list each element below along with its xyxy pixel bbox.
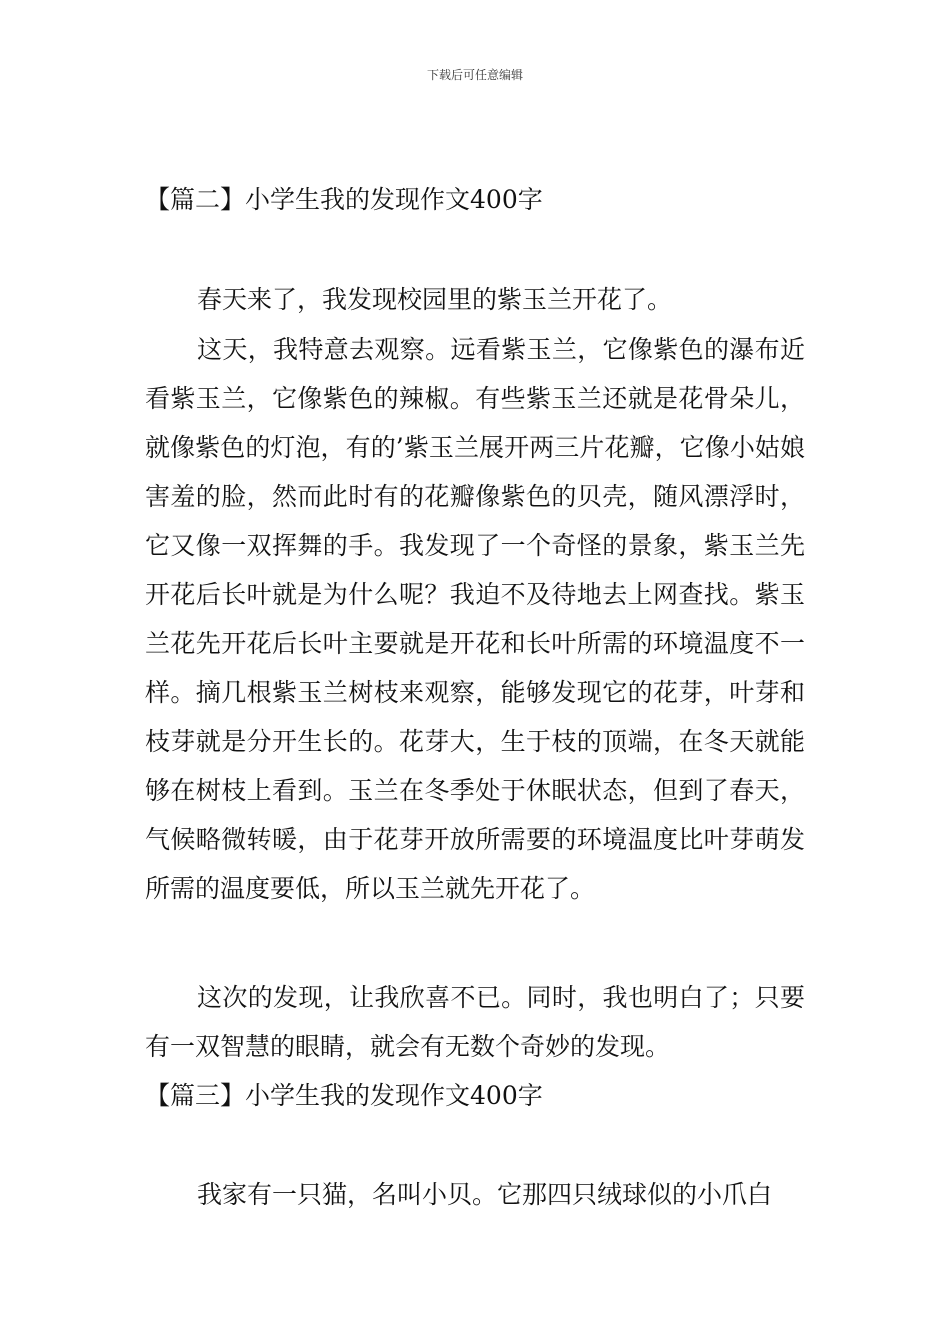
section-3-title: 【篇三】小学生我的发现作文400字: [145, 1081, 543, 1110]
section-2-paragraph-2: 这天，我特意去观察。远看紫玉兰，它像紫色的瀑布近看紫玉兰，它像紫色的辣椒。有些紫玉兰还就是花骨朵儿，就像紫色的灯泡，有的’紫玉兰展开两三片花瓣，它像小姑娘害羞的脸，然而此时有的花瓣像紫色的贝壳，随风漂浮时，它又像一双挥舞的手。我发现了一个奇怪的景象，紫玉兰先开花后长叶就是为什么呢？我迫不及待地去上网查找。紫玉兰花先开花后长叶主要就是开花和长叶所需的环境温度不一样。摘几根紫玉兰树枝来观察，能够发现它的花芽，叶芽和枝芽就是分开生长的。花芽大，生于枝的顶端，在冬天就能够在树枝上看到。玉兰在冬季处于休眠状态，但到了春天，气候略微转暖，由于花芽开放所需要的环境温度比叶芽萌发所需的温度要低，所以玉兰就先开花了。: [145, 335, 805, 903]
section-2-paragraph-1: 春天来了，我发现校园里的紫玉兰开花了。: [197, 285, 673, 314]
section-3-paragraph-1: 我家有一只猫，名叫小贝。它那四只绒球似的小爪白: [197, 1180, 773, 1209]
section-2-title: 【篇二】小学生我的发现作文400字: [145, 185, 543, 214]
header-note: 下载后可任意编辑: [426, 68, 523, 82]
section-2-paragraph-3: 这次的发现，让我欣喜不已。同时，我也明白了；只要有一双智慧的眼睛，就会有无数个奇妙的发现。: [145, 983, 805, 1061]
